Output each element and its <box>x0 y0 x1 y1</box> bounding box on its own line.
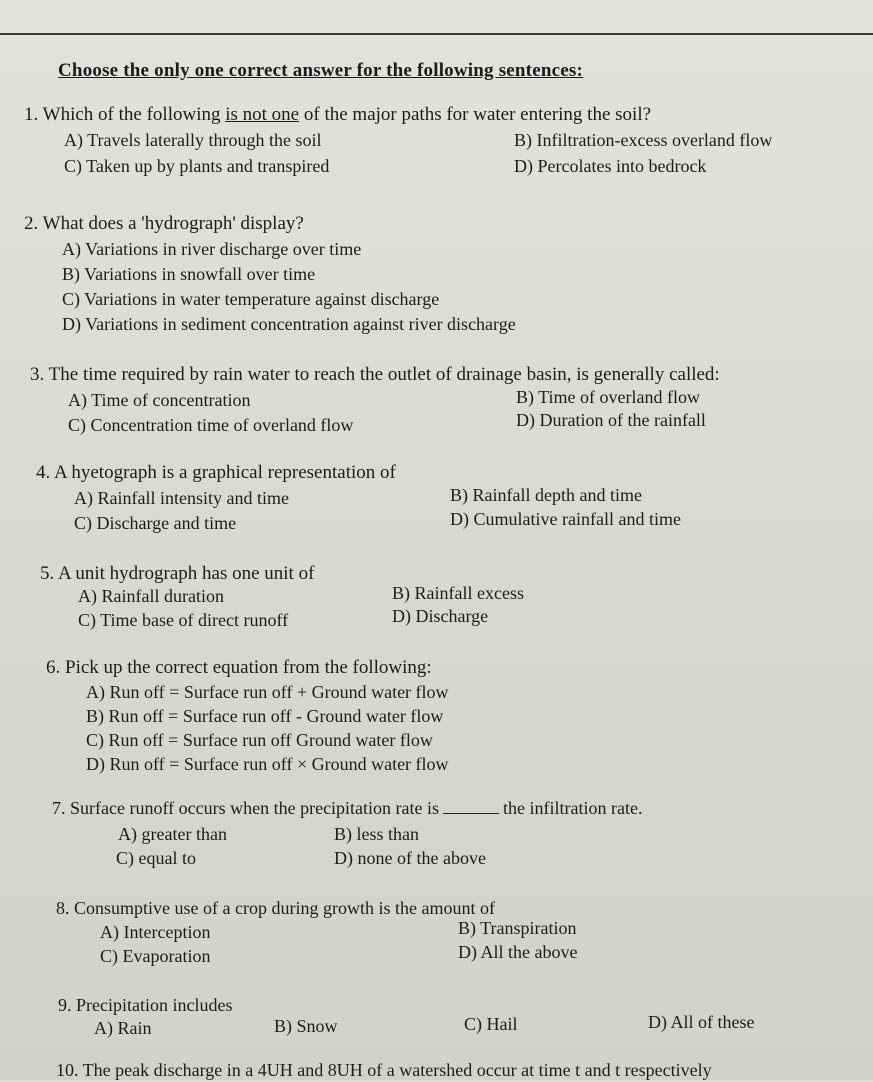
answer-blank <box>443 799 499 814</box>
option-a[interactable]: A) Travels laterally through the soil <box>64 130 322 150</box>
option-b[interactable]: B) Rainfall excess <box>392 583 524 603</box>
option-b[interactable]: B) Time of overland flow <box>516 387 700 407</box>
option-a[interactable]: A) Rainfall duration <box>78 586 224 606</box>
option-d[interactable]: D) Duration of the rainfall <box>516 410 706 430</box>
option-c[interactable]: C) equal to <box>116 848 196 868</box>
option-b[interactable]: B) Variations in snowfall over time <box>62 264 316 284</box>
option-b[interactable]: B) less than <box>334 824 419 844</box>
option-b[interactable]: B) Transpiration <box>458 918 577 938</box>
instruction-text: Choose the only one correct answer for the following sentences: <box>58 60 583 81</box>
option-c[interactable]: C) Hail <box>464 1014 518 1034</box>
option-a[interactable]: A) Rain <box>94 1018 152 1038</box>
question-stem: 10. The peak discharge in a 4UH and 8UH of a watershed occur at time t and t respectively <box>56 1060 712 1080</box>
question-stem: 9. Precipitation includes <box>58 995 233 1015</box>
question-stem: 1. Which of the following is not one of the major paths for water entering the soil? <box>24 104 652 125</box>
option-b[interactable]: B) Rainfall depth and time <box>450 485 642 505</box>
option-b[interactable]: B) Run off = Surface run off - Ground water flow <box>86 706 444 726</box>
question-stem: 6. Pick up the correct equation from the following: <box>46 657 432 678</box>
option-a[interactable]: A) Interception <box>100 922 211 942</box>
option-d[interactable]: D) All the above <box>458 942 578 962</box>
option-c[interactable]: C) Discharge and time <box>74 513 237 533</box>
emphasis-underline: is not one <box>225 104 300 125</box>
question-stem: 4. A hyetograph is a graphical representation of <box>36 462 396 483</box>
option-c[interactable]: C) Variations in water temperature against discharge <box>62 289 440 309</box>
instruction-heading <box>58 60 583 82</box>
option-c[interactable]: C) Concentration time of overland flow <box>68 415 354 435</box>
option-b[interactable]: B) Snow <box>274 1016 338 1036</box>
option-c[interactable]: C) Evaporation <box>100 946 211 966</box>
option-a[interactable]: A) Run off = Surface run off + Ground water flow <box>86 682 449 702</box>
option-d[interactable]: D) none of the above <box>334 848 486 868</box>
option-d[interactable]: D) Percolates into bedrock <box>514 156 707 176</box>
question-stem: 8. Consumptive use of a crop during growth is the amount of <box>56 898 495 918</box>
option-a[interactable]: A) Rainfall intensity and time <box>74 488 289 508</box>
question-stem: 7. Surface runoff occurs when the precipitation rate is the infiltration rate. <box>52 798 643 818</box>
question-10 <box>0 1060 873 1082</box>
option-c[interactable]: C) Time base of direct runoff <box>78 610 289 630</box>
option-a[interactable]: A) greater than <box>118 824 227 844</box>
question-stem: 2. What does a 'hydrograph' display? <box>24 213 304 234</box>
option-a[interactable]: A) Variations in river discharge over time <box>62 239 362 259</box>
option-b[interactable]: B) Infiltration-excess overland flow <box>514 130 773 150</box>
option-c[interactable]: C) Run off = Surface run off Ground water flow <box>86 730 433 750</box>
question-stem: 3. The time required by rain water to reach the outlet of drainage basin, is generally called: <box>30 364 720 385</box>
option-d[interactable]: D) All of these <box>648 1012 755 1032</box>
question-stem: 5. A unit hydrograph has one unit of <box>40 563 315 584</box>
option-c[interactable]: C) Taken up by plants and transpired <box>64 156 330 176</box>
option-d[interactable]: D) Discharge <box>392 606 489 626</box>
option-d[interactable]: D) Run off = Surface run off × Ground water flow <box>86 754 449 774</box>
option-d[interactable]: D) Variations in sediment concentration against river discharge <box>62 314 516 334</box>
header-rule <box>0 33 873 35</box>
option-a[interactable]: A) Time of concentration <box>68 390 251 410</box>
option-d[interactable]: D) Cumulative rainfall and time <box>450 509 681 529</box>
